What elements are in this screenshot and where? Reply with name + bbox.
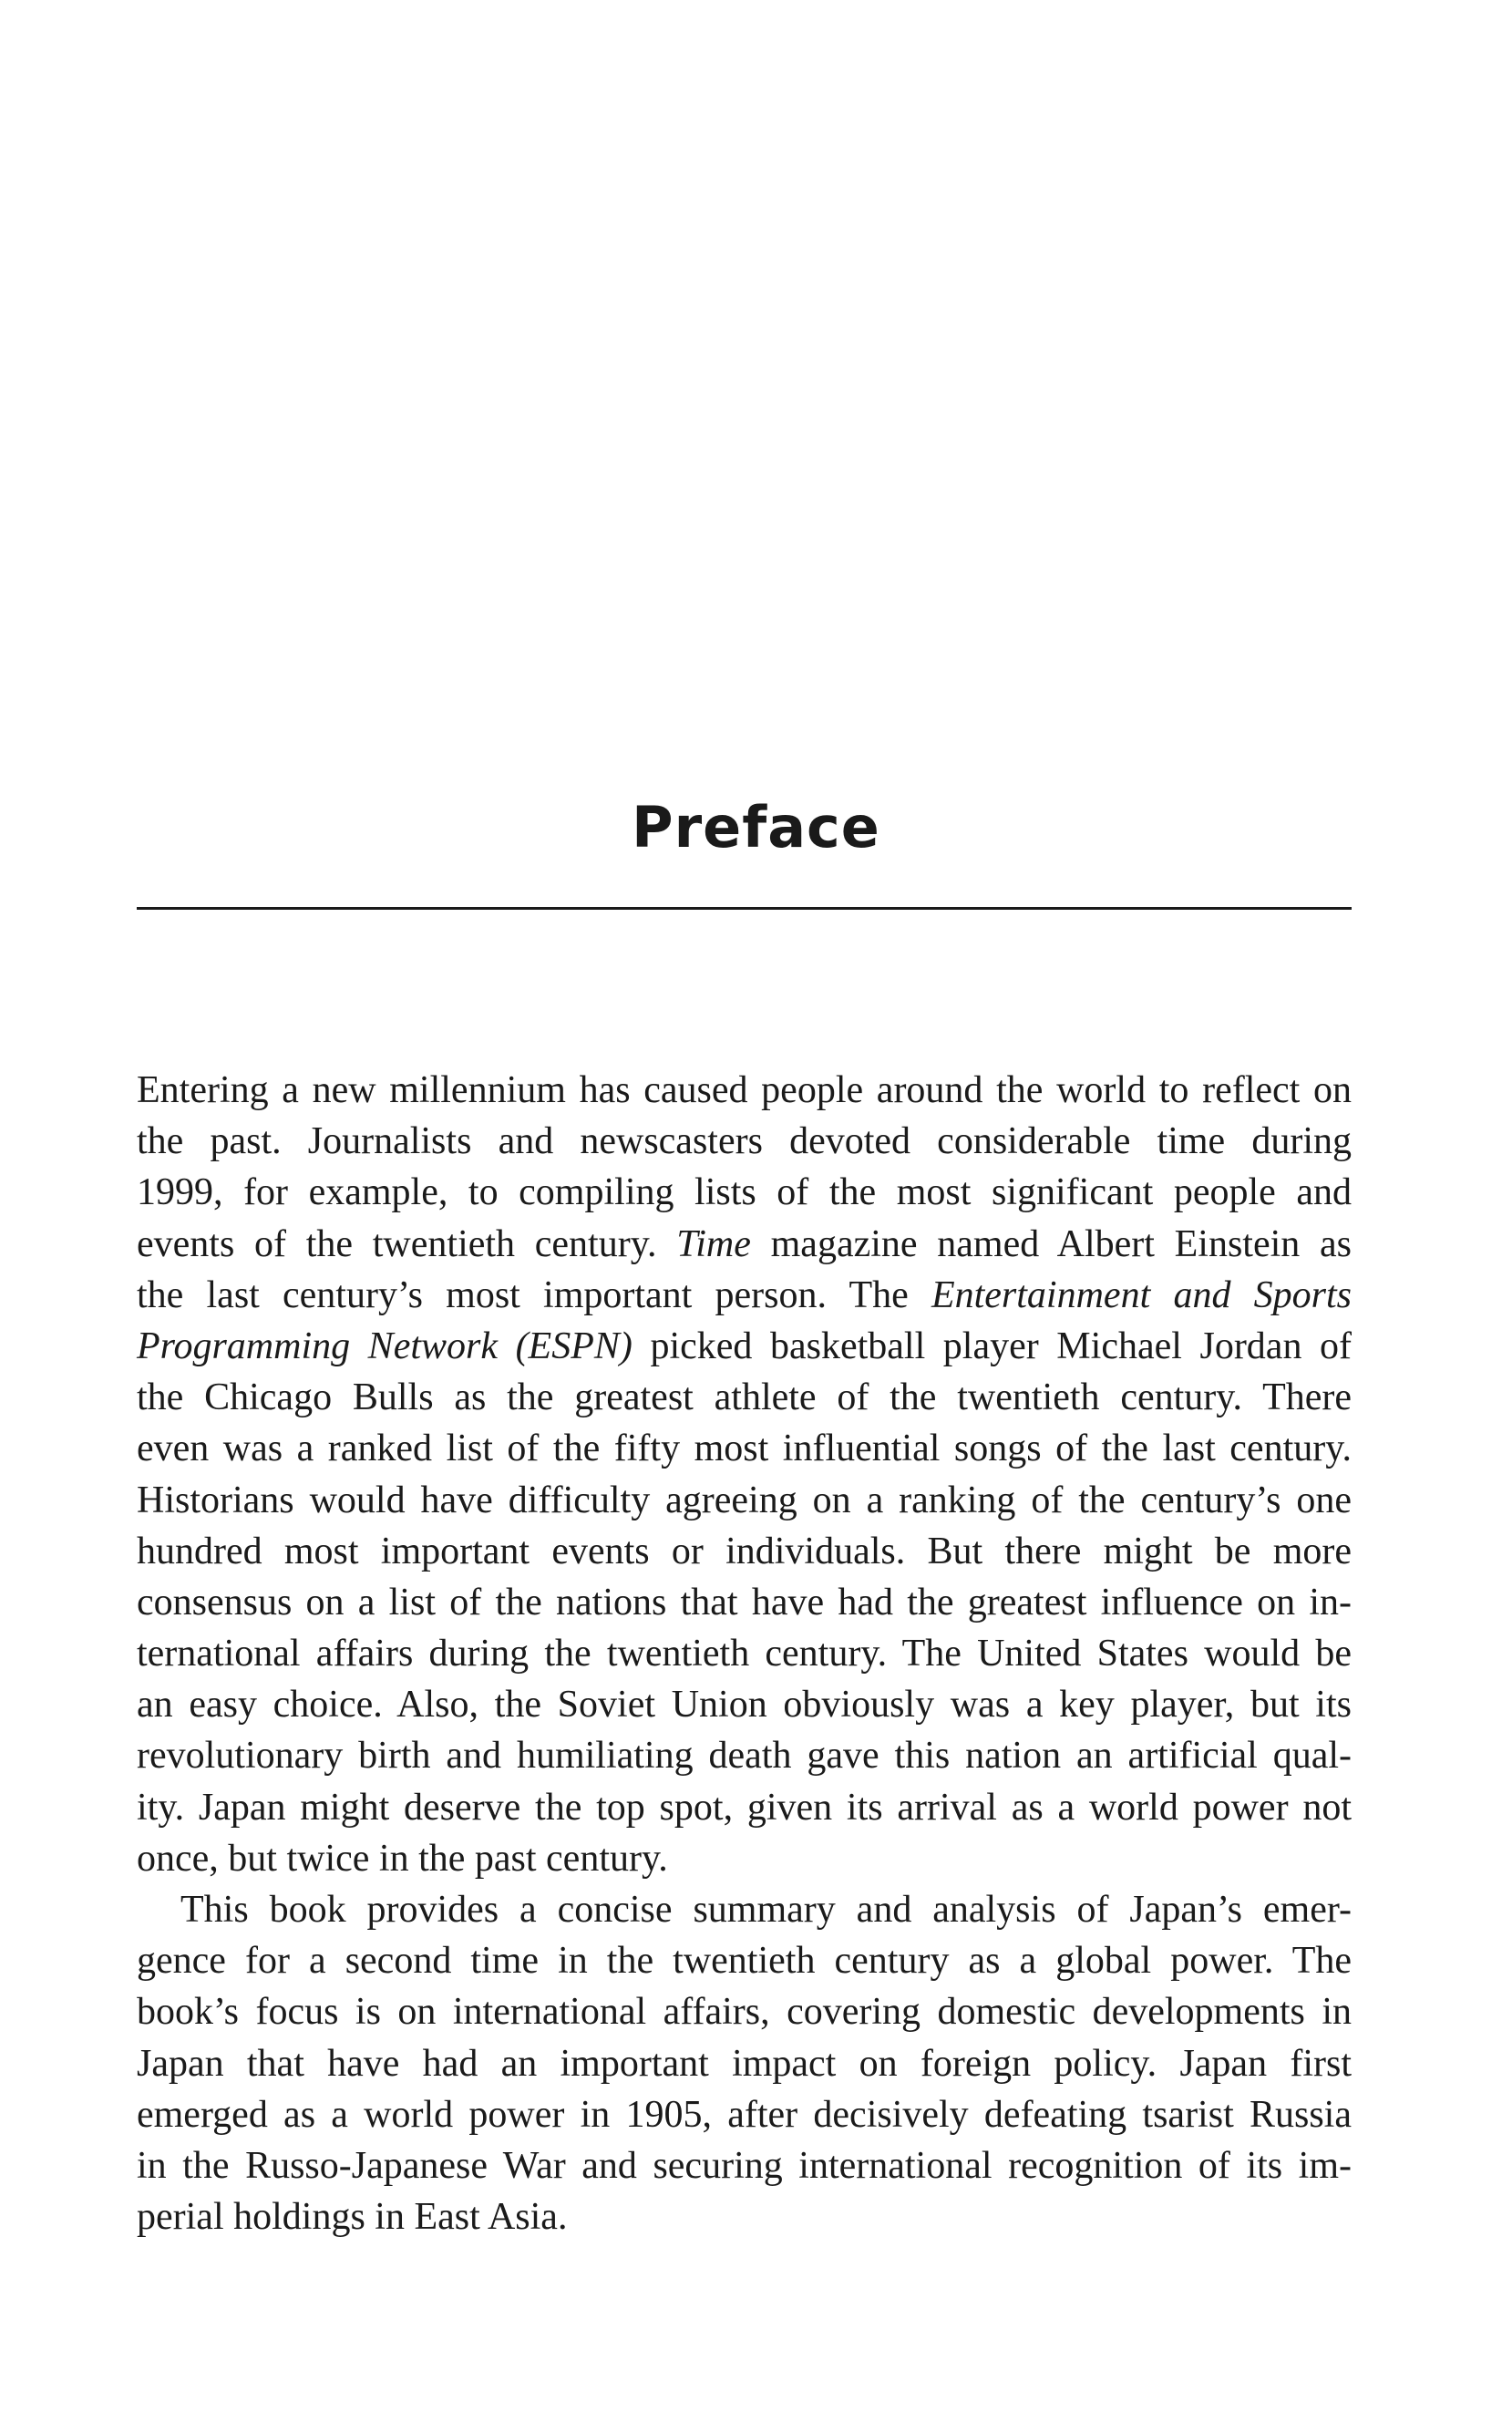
text-run: ity. Japan might deserve the top spot, given its arrival as a world power not (137, 1786, 1352, 1829)
italic-text-run: Time (676, 1222, 751, 1265)
text-line (137, 1628, 1352, 1679)
text-run: an easy choice. Also, the Soviet Union obviously was a key player, but its (137, 1684, 1352, 1727)
text-line (137, 1782, 1352, 1833)
text-run: revolutionary birth and humiliating death gave this nation an artificial qual- (137, 1735, 1352, 1778)
text-run: events of the twentieth century. (137, 1222, 677, 1265)
text-run: This book provides a concise summary and analysis of Japan’s emer- (180, 1889, 1352, 1931)
text-line (137, 2089, 1352, 2140)
text-run: Entering a new millennium has caused people around the world to reflect on (137, 1069, 1352, 1111)
text-line (137, 1730, 1352, 1781)
text-line (137, 1577, 1352, 1628)
text-line (137, 1065, 1352, 1116)
text-run: Historians would have difficulty agreeing on a ranking of the century’s one (137, 1479, 1352, 1521)
text-line (137, 1167, 1352, 1218)
text-line (137, 2191, 1352, 2242)
text-run: the last century’s most important person. The (137, 1273, 931, 1316)
text-run: ternational affairs during the twentieth century. The United States would be (137, 1633, 1352, 1675)
text-line (137, 1321, 1352, 1372)
title-rule (137, 907, 1352, 910)
text-run: consensus on a list of the nations that have had the greatest influence on in- (137, 1581, 1352, 1623)
text-line (137, 1475, 1352, 1526)
text-run: perial holdings in East Asia. (137, 2196, 568, 2239)
italic-text-run: Entertainment and Sports (931, 1273, 1352, 1316)
text-line (137, 1526, 1352, 1577)
paragraph (137, 1884, 1352, 2242)
text-line (137, 1423, 1352, 1474)
text-line (137, 1884, 1352, 1935)
text-line (137, 1270, 1352, 1321)
text-line (137, 1986, 1352, 2037)
text-line (137, 2140, 1352, 2191)
text-run: magazine named Albert Einstein as (750, 1222, 1352, 1265)
text-line (137, 1372, 1352, 1423)
text-run: 1999, for example, to compiling lists of the most significant people and (137, 1171, 1352, 1214)
text-line (137, 1116, 1352, 1167)
text-run: even was a ranked list of the fifty most influential songs of the last century. (137, 1428, 1352, 1470)
italic-text-run: Programming Network (ESPN) (137, 1325, 633, 1367)
text-line (137, 1935, 1352, 1986)
text-run: hundred most important events or individuals. But there might be more (137, 1530, 1352, 1572)
body-text (137, 1065, 1352, 2242)
text-run: Japan that have had an important impact on foreign policy. Japan first (137, 2042, 1352, 2085)
text-run: book’s focus is on international affairs, covering domestic developments in (137, 1991, 1352, 2034)
text-run: in the Russo-Japanese War and securing international recognition of its im- (137, 2144, 1352, 2187)
text-line (137, 1833, 1352, 1884)
paragraph (137, 1065, 1352, 1884)
text-line (137, 1219, 1352, 1270)
text-run: the past. Journalists and newscasters devoted considerable time during (137, 1120, 1352, 1163)
text-run: emerged as a world power in 1905, after decisively defeating tsarist Russia (137, 2093, 1352, 2136)
text-run: gence for a second time in the twentieth century as a global power. The (137, 1940, 1352, 1983)
text-run: once, but twice in the past century. (137, 1837, 668, 1880)
page-title: Preface (632, 794, 880, 861)
text-run: picked basketball player Michael Jordan of (632, 1325, 1352, 1367)
text-line (137, 2038, 1352, 2089)
text-line (137, 1679, 1352, 1730)
text-run: the Chicago Bulls as the greatest athlete of the twentieth century. There (137, 1376, 1352, 1419)
